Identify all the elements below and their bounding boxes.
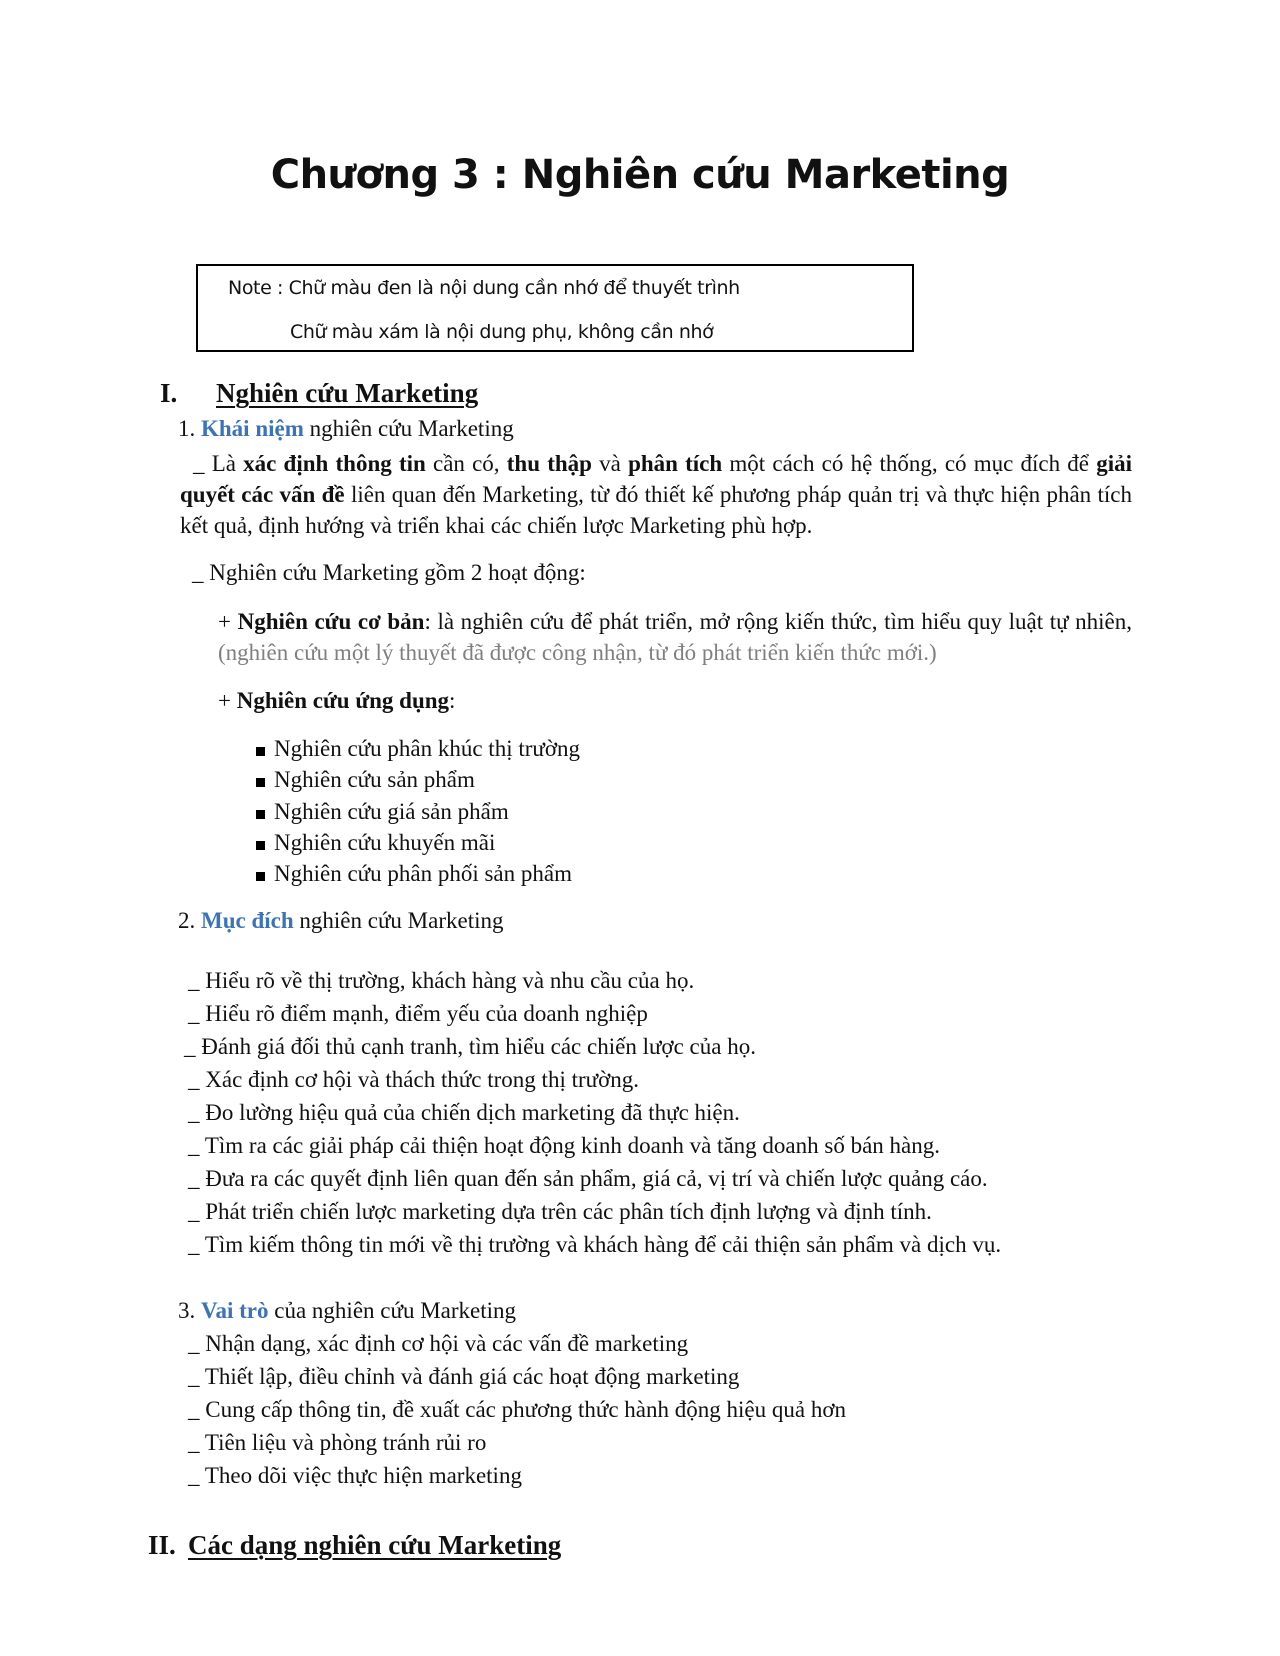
role-item: _ Thiết lập, điều chỉnh và đánh giá các hoạt động marketing — [188, 1364, 740, 1389]
role-item: _ Theo dõi việc thực hiện marketing — [188, 1463, 522, 1488]
item-1-number: 1. — [178, 416, 196, 441]
basic-text: : là nghiên cứu để phát triển, mở rộng kiến thức, tìm hiểu quy luật tự nhiên, — [424, 609, 1133, 634]
applied-suffix: : — [449, 688, 456, 713]
purpose-item: _ Đưa ra các quyết định liên quan đến sản phẩm, giá cả, vị trí và chiến lược quảng cáo. — [188, 1166, 988, 1191]
def-bold-2: thu thập — [506, 451, 592, 476]
applied-label: Nghiên cứu ứng dụng — [236, 688, 450, 713]
item-2-heading — [178, 908, 503, 934]
purpose-item: _ Đo lường hiệu quả của chiến dịch marketing đã thực hiện. — [188, 1100, 740, 1125]
item-3-number: 3. — [178, 1298, 196, 1323]
item-2-keyword: Mục đích — [201, 908, 294, 933]
list-item: Nghiên cứu phân khúc thị trường — [274, 736, 581, 761]
bullet-icon — [256, 810, 265, 819]
list-item: Nghiên cứu phân phối sản phẩm — [274, 861, 572, 886]
note-box — [196, 264, 914, 352]
basic-prefix: + — [218, 609, 238, 634]
role-item: _ Nhận dạng, xác định cơ hội và các vấn đề marketing — [188, 1331, 689, 1356]
purpose-item: _ Tìm kiếm thông tin mới về thị trường và khách hàng để cải thiện sản phẩm và dịch vụ. — [188, 1232, 1002, 1257]
def-bold-3: phân tích — [628, 451, 723, 476]
basic-research-paragraph — [218, 606, 1132, 668]
applied-research-label — [218, 688, 455, 714]
list-item: Nghiên cứu sản phẩm — [274, 767, 475, 792]
bullet-icon — [256, 778, 265, 787]
activities-intro: _ Nghiên cứu Marketing gồm 2 hoạt động: — [192, 560, 586, 585]
basic-gray-note: (nghiên cứu một lý thuyết đã được công nhận, từ đó phát triển kiến thức mới.) — [218, 640, 937, 665]
purpose-item: _ Tìm ra các giải pháp cải thiện hoạt động kinh doanh và tăng doanh số bán hàng. — [188, 1133, 940, 1158]
purpose-item: _ Hiểu rõ điểm mạnh, điểm yếu của doanh nghiệp — [188, 1001, 648, 1026]
item-1-heading — [178, 416, 514, 442]
def-bold-4: giải quyết các vấn đề — [180, 451, 1132, 507]
purpose-item: _ Đánh giá đối thủ cạnh tranh, tìm hiểu các chiến lược của họ. — [184, 1034, 756, 1059]
purpose-item: _ Hiểu rõ về thị trường, khách hàng và nhu cầu của họ. — [188, 968, 695, 993]
purpose-item: _ Xác định cơ hội và thách thức trong thị trường. — [188, 1067, 640, 1092]
note-line-1: Note : Chữ màu đen là nội dung cần nhớ để thuyết trình — [228, 277, 740, 299]
section-2-number: II. — [148, 1530, 176, 1560]
def-text-4: một cách có hệ thống, có mục đích để — [722, 451, 1097, 476]
item-2-number: 2. — [178, 908, 196, 933]
def-text-2: cần có, — [425, 451, 507, 476]
page-title: Chương 3 : Nghiên cứu Marketing — [270, 152, 1010, 198]
section-1-number: I. — [160, 378, 178, 408]
def-bold-1: xác định thông tin — [243, 451, 426, 476]
purpose-item: _ Phát triển chiến lược marketing dựa trên các phân tích định lượng và định tính. — [188, 1199, 932, 1224]
list-item: Nghiên cứu giá sản phẩm — [274, 799, 509, 824]
list-item: Nghiên cứu khuyến mãi — [274, 830, 496, 855]
basic-label: Nghiên cứu cơ bản — [237, 609, 425, 634]
definition-paragraph — [180, 448, 1132, 541]
bullet-icon — [256, 747, 265, 756]
bullet-icon — [256, 841, 265, 850]
def-text-5: liên quan đến Marketing, từ đó thiết kế phương pháp quản trị và thực hiện phân tích kết quả, định hướng và triển khai các chiến lược Marketing phù hợp. — [180, 482, 1132, 538]
item-3-keyword: Vai trò — [201, 1298, 269, 1323]
section-2-heading: Các dạng nghiên cứu Marketing — [188, 1530, 562, 1560]
item-1-rest: nghiên cứu Marketing — [303, 416, 514, 441]
role-item: _ Tiên liệu và phòng tránh rủi ro — [188, 1430, 487, 1455]
def-text-3: và — [591, 451, 629, 476]
item-3-rest: của nghiên cứu Marketing — [268, 1298, 517, 1323]
item-3-heading — [178, 1298, 516, 1324]
note-line-2: Chữ màu xám là nội dung phụ, không cần nhớ — [290, 321, 714, 343]
role-item: _ Cung cấp thông tin, đề xuất các phương thức hành động hiệu quả hơn — [188, 1397, 846, 1422]
bullet-icon — [256, 872, 265, 881]
item-2-rest: nghiên cứu Marketing — [293, 908, 504, 933]
item-1-keyword: Khái niệm — [201, 416, 304, 441]
section-1-heading: Nghiên cứu Marketing — [216, 378, 479, 408]
applied-prefix: + — [218, 688, 237, 713]
def-text-1: _ Là — [193, 451, 244, 476]
